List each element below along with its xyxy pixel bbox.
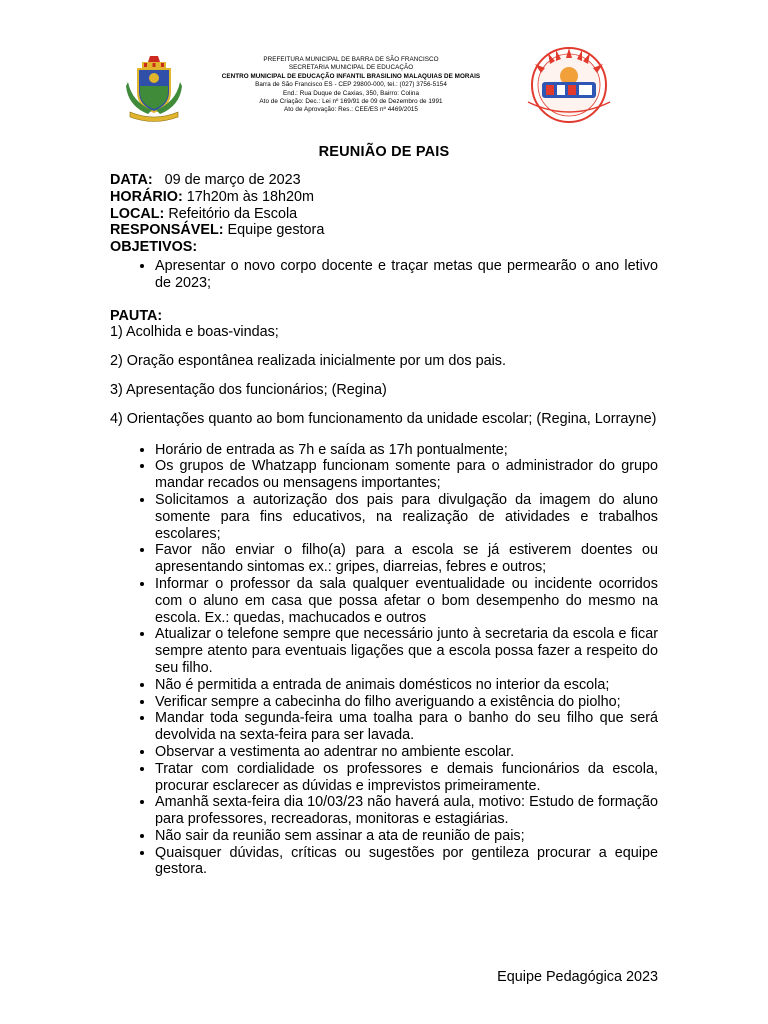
field-data-value: 09 de março de 2023 — [164, 172, 301, 188]
field-data — [110, 172, 658, 189]
agenda-item-4: 4) Orientações quanto ao bom funcionamento da unidade escolar; (Regina, Lorrayne) — [110, 410, 657, 427]
document-header — [0, 0, 768, 135]
field-local — [110, 206, 658, 223]
guideline-item: • Os grupos de Whatzapp funcionam somente para o administrador do grupo mandar recados ou mensagens importantes; — [155, 458, 658, 492]
field-responsavel — [110, 222, 658, 239]
guideline-item: • Solicitamos a autorização dos pais para divulgação da imagem do aluno somente para fins educativos, na realização de atividades e trabalhos escolares; — [155, 492, 658, 542]
guideline-item: • Atualizar o telefone sempre que necessário junto à secretaria da escola e ficar sempre atento para eventuais ligações que a escola possa fazer a respeito do seu filho. — [155, 626, 658, 676]
guideline-item: • Verificar sempre a cabecinha do filho averiguando a existência do piolho; — [155, 694, 658, 711]
municipal-coat-of-arms-icon — [122, 52, 186, 122]
header-line-creation-act: Ato de Criação: Dec.: Lei nº 169/91 de 09 de Dezembro de 1991 — [259, 98, 443, 106]
field-responsavel-label: RESPONSÁVEL: — [110, 222, 224, 239]
footer-signature: Equipe Pedagógica 2023 — [497, 969, 658, 985]
field-local-value: Refeitório da Escola — [168, 205, 298, 222]
agenda-item-3: 3) Apresentação dos funcionários; (Regina) — [110, 381, 387, 398]
field-responsavel-value: Equipe gestora — [227, 222, 325, 239]
guideline-item: • Informar o professor da sala qualquer eventualidade ou incidente ocorridos com o aluno em casa que possa afetar o bom desempenho do mesmo na escola. Ex.: quedas, machucados e outros — [155, 576, 658, 626]
header-line-school-name: CENTRO MUNICIPAL DE EDUCAÇÃO INFANTIL BRASILINO MALAQUIAS DE MORAIS — [221, 72, 481, 80]
field-objetivos-label: OBJETIVOS: — [110, 239, 198, 256]
guideline-item: • Quaisquer dúvidas, críticas ou sugestões por gentileza procurar a equipe gestora. — [155, 845, 658, 879]
header-line-approval-act: Ato de Aprovação: Res.: CEE/ES nº 4469/2015 — [284, 106, 418, 114]
field-local-label: LOCAL: — [110, 205, 165, 222]
field-horario-label: HORÁRIO: — [110, 188, 183, 205]
field-data-label: DATA: — [110, 172, 153, 188]
objectives-list — [110, 258, 658, 292]
header-line-prefeitura: PREFEITURA MUNICIPAL DE BARRA DE SÃO FRANCISCO — [263, 56, 439, 63]
field-horario-value: 17h20m às 18h20m — [186, 188, 314, 205]
field-objetivos — [110, 239, 658, 256]
guideline-item: • Amanhã sexta-feira dia 10/03/23 não haverá aula, motivo: Estudo de formação para professores, recreadoras, monitoras e estagiárias. — [155, 794, 658, 828]
guideline-item: • Observar a vestimenta ao adentrar no ambiente escolar. — [155, 744, 658, 761]
guideline-item: • Favor não enviar o filho(a) para a escola se já estiverem doentes ou apresentando sintomas ex.: gripes, diarreias, febres e outros; — [155, 542, 658, 576]
document-body — [110, 172, 658, 878]
guidelines-list — [110, 442, 658, 879]
field-horario — [110, 189, 658, 206]
agenda-heading: PAUTA: — [110, 307, 163, 324]
header-line-secretaria: SECRETARIA MUNICIPAL DE EDUCAÇÃO — [288, 64, 414, 72]
header-text-block — [188, 56, 514, 115]
header-line-address: End.: Rua Duque de Caxias, 350, Bairro: Colina — [282, 89, 419, 97]
agenda-item-1: 1) Acolhida e boas-vindas; — [110, 324, 279, 341]
guideline-item: • Não sair da reunião sem assinar a ata de reunião de pais; — [155, 828, 658, 845]
header-line-contact: Barra de São Francisco ES - CEP 29800-000, tel.: (027) 3756-5154 — [255, 81, 447, 89]
guideline-item: • Tratar com cordialidade os professores e demais funcionários da escola, procurar esclarecer as dúvidas e imprevistos primeiramente. — [155, 761, 658, 795]
agenda-item-2: 2) Oração espontânea realizada inicialmente por um dos pais. — [110, 353, 506, 370]
cmei-logo-icon — [508, 46, 630, 124]
guideline-item: • Horário de entrada as 7h e saída as 17h pontualmente; — [155, 442, 658, 459]
objective-item: • Apresentar o novo corpo docente e traçar metas que permearão o ano letivo de 2023; — [155, 258, 658, 292]
document-title: REUNIÃO DE PAIS — [318, 144, 450, 160]
guideline-item: • Mandar toda segunda-feira uma toalha para o banho do seu filho que será devolvida na sexta-feira para ser lavada. — [155, 710, 658, 744]
guideline-item: • Não é permitida a entrada de animais domésticos no interior da escola; — [155, 677, 658, 694]
